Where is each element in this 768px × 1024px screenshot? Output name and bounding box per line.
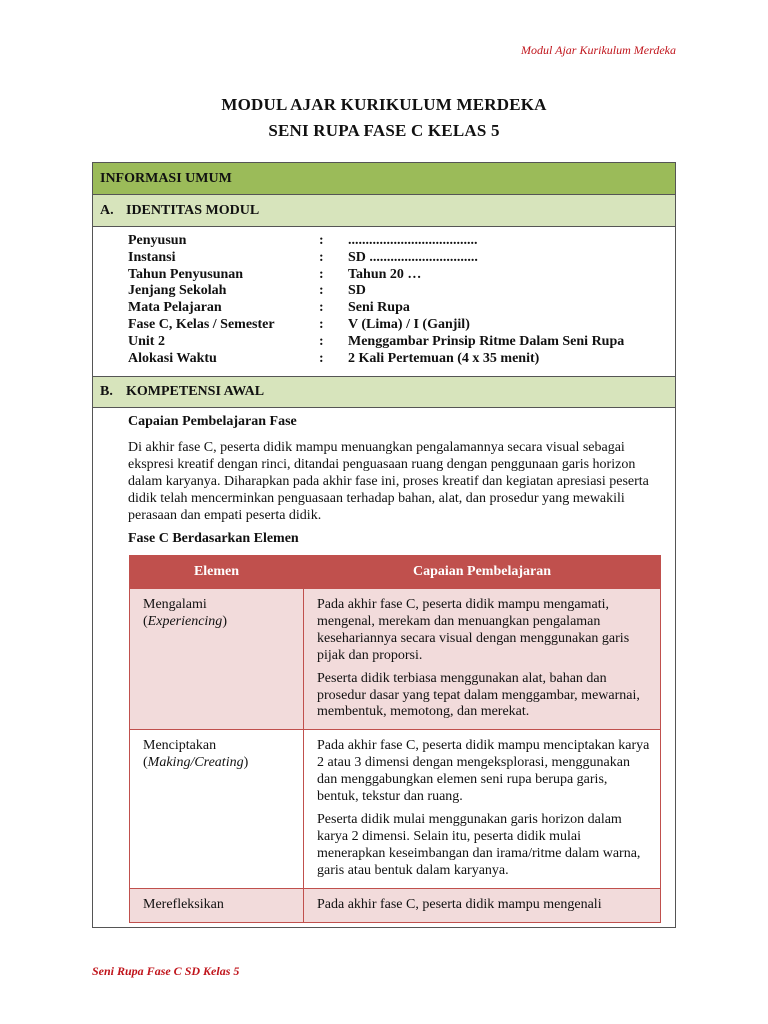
capaian-text: Pada akhir fase C, peserta didik mampu mengenali — [317, 896, 602, 912]
element-name: Menciptakan — [143, 738, 217, 754]
section-a-bar — [93, 195, 675, 227]
kompetensi-body — [128, 413, 663, 548]
element-name: Mengalami — [143, 597, 207, 612]
identity-label: Fase C, Kelas / Semester — [128, 316, 275, 332]
identity-row — [128, 250, 624, 267]
capaian-text: Peserta didik terbiasa menggunakan alat, bahan dan prosedur dasar yang tepat dalam menggambar, mewarnai, membentuk, memotong, dan merekat. — [317, 670, 640, 720]
table-header-row — [130, 556, 661, 589]
identity-value: SD — [348, 283, 366, 299]
column-header-capaian: Capaian Pembelajaran — [304, 556, 661, 589]
capaian-text: Pada akhir fase C, peserta didik mampu menciptakan karya 2 atau 3 dimensi dengan mengeksplorasi, menggunakan dan menggabungkan elemen seni rupa berupa garis, bentuk, tekstur dan ruang. — [317, 738, 650, 805]
identity-value: SD ............................... — [348, 249, 478, 265]
identity-value: Tahun 20 … — [348, 266, 422, 282]
identity-colon: : — [319, 233, 324, 248]
capaian-text: Peserta didik mulai menggunakan garis horizon dalam karya 2 dimensi. Selain itu, peserta didik mulai menerapkan keseimbangan dan irama/ritme dalam warna, garis atau bentuk dalam karyanya. — [317, 811, 641, 878]
identity-colon: : — [319, 316, 324, 332]
section-a-number: A. — [100, 202, 114, 218]
identity-list — [128, 233, 624, 367]
capaian-heading: Capaian Pembelajaran Fase — [128, 414, 297, 429]
element-name: Merefleksikan — [143, 896, 224, 912]
identity-value: V (Lima) / I (Ganjil) — [348, 316, 470, 332]
document-title: MODUL AJAR KURIKULUM MERDEKA — [221, 95, 547, 114]
section-b-number: B. — [100, 384, 113, 399]
capaian-cell — [304, 888, 661, 922]
identity-row — [128, 317, 624, 334]
identity-value: Menggambar Prinsip Ritme Dalam Seni Rupa — [348, 333, 625, 349]
element-english: Making/Creating — [147, 755, 244, 771]
identity-label: Tahun Penyusunan — [128, 266, 244, 282]
identity-row — [128, 283, 624, 300]
identity-row — [128, 300, 624, 317]
running-footer: Seni Rupa Fase C SD Kelas 5 — [92, 964, 240, 978]
capaian-paragraph: Di akhir fase C, peserta didik mampu menuangkan pengalamannya secara visual sebagai ekspresi kreatif dengan rinci, ditandai penguasaan ruang dengan penggunaan garis horizon dalam karyanya. Diharapkan pada akhir fase ini, proses kreatif dan kegiatan apresiasi peserta didik telah mencerminkan penguasaan terhadap bahan, alat, dan prosedur yang mewakili perasaan dan empati peserta didik. — [128, 440, 649, 523]
table-row — [130, 888, 661, 922]
identity-value: 2 Kali Pertemuan (4 x 35 menit) — [348, 350, 540, 366]
fase-heading: Fase C Berdasarkan Elemen — [128, 531, 299, 546]
identity-label: Penyusun — [128, 233, 187, 248]
identity-row — [128, 233, 624, 250]
identity-colon: : — [319, 350, 324, 366]
element-cell — [130, 888, 304, 922]
identity-value: Seni Rupa — [348, 300, 410, 316]
section-a-title: IDENTITAS MODUL — [126, 202, 260, 218]
section-b-bar — [93, 376, 675, 408]
identity-label: Mata Pelajaran — [128, 300, 222, 316]
table-row — [130, 589, 661, 730]
capaian-cell — [304, 730, 661, 888]
element-cell: Mengalami (Experiencing) — [130, 589, 304, 730]
identity-colon: : — [319, 283, 324, 299]
info-umum-label: INFORMASI UMUM — [100, 170, 232, 186]
identity-colon: : — [319, 249, 324, 265]
identity-row — [128, 334, 624, 351]
identity-label: Instansi — [128, 249, 176, 265]
capaian-table — [129, 555, 661, 923]
element-cell: Menciptakan (Making/Creating) — [130, 730, 304, 888]
element-english: Experiencing — [147, 613, 223, 629]
module-frame — [92, 162, 676, 928]
identity-row — [128, 267, 624, 284]
identity-colon: : — [319, 266, 324, 282]
identity-colon: : — [319, 333, 324, 349]
capaian-text: Pada akhir fase C, peserta didik mampu mengamati, mengenal, merekam dan menuangkan pengalaman kesehariannya secara visual dengan menggunakan garis pijak dan proporsi. — [317, 597, 630, 663]
column-header-elemen: Elemen — [130, 556, 304, 589]
identity-value: ..................................... — [348, 233, 478, 248]
running-header: Modul Ajar Kurikulum Merdeka — [521, 43, 676, 57]
document-subtitle: SENI RUPA FASE C KELAS 5 — [268, 121, 500, 140]
identity-label: Unit 2 — [128, 333, 165, 349]
section-b-title: KOMPETENSI AWAL — [126, 384, 265, 399]
info-umum-bar — [93, 163, 675, 195]
table-row — [130, 730, 661, 888]
identity-label: Jenjang Sekolah — [128, 283, 227, 299]
identity-label: Alokasi Waktu — [128, 350, 217, 366]
capaian-cell — [304, 589, 661, 730]
identity-row — [128, 351, 624, 368]
identity-colon: : — [319, 300, 324, 316]
